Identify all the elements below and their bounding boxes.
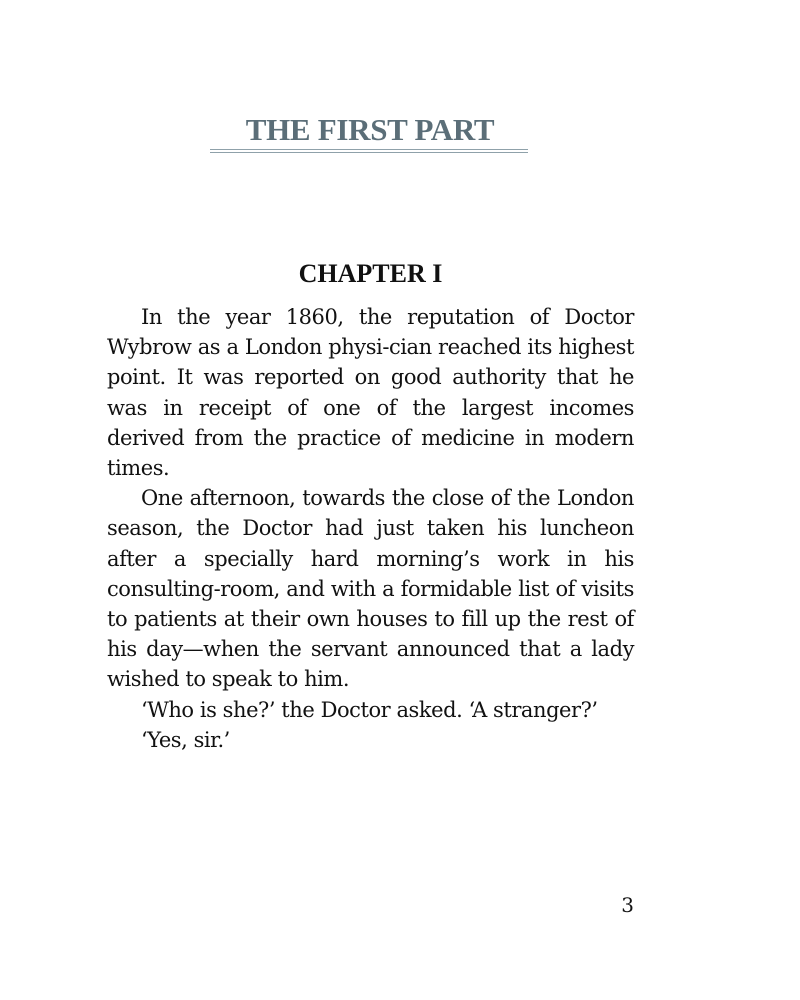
paragraph-3: ‘Who is she?’ the Doctor asked. ‘A stranger?’ bbox=[141, 697, 598, 722]
chapter-body bbox=[107, 302, 634, 755]
part-title-rule-bottom bbox=[210, 152, 528, 153]
chapter-title: CHAPTER I bbox=[298, 259, 443, 288]
page-number: 3 bbox=[621, 893, 634, 917]
paragraph-4: ‘Yes, sir.’ bbox=[141, 727, 230, 752]
paragraph-1: In the year 1860, the reputation of Doctor Wybrow as a London physi-cian reached its highest point. It was reported on good authority that he was in receipt of one of the largest incomes derived from the practice of medicine in modern times. bbox=[107, 305, 634, 481]
part-title: THE FIRST PART bbox=[245, 112, 495, 147]
paragraph-2: One afternoon, towards the close of the London season, the Doctor had just taken his luncheon after a specially hard morning’s work in his consulting-room, and with a formidable list of visits to patients at their own houses to fill up the rest of his day—when the servant announced that a lady wished to speak to him. bbox=[107, 486, 634, 692]
part-title-rule-top bbox=[210, 149, 528, 150]
